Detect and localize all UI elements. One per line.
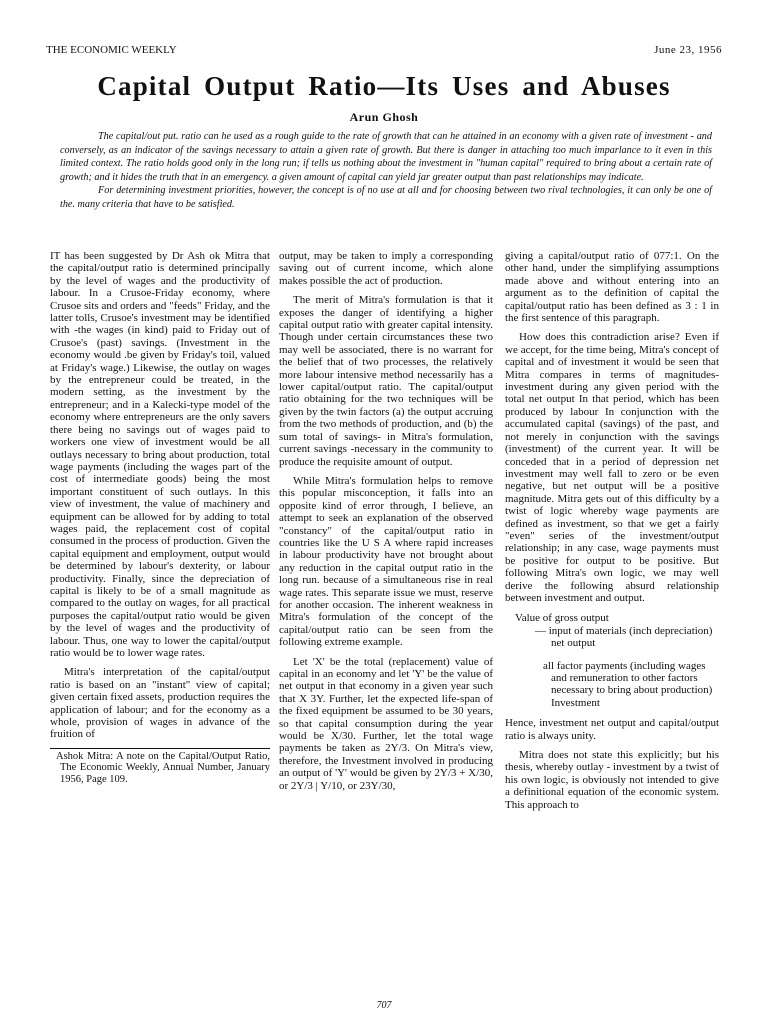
derivation-line: all factor payments (including wages and remuneration to other factors necessary to bring about production) [543,659,713,697]
body-paragraph: Let 'X' be the total (replacement) value of capital in an economy and let 'Y' be the value of net output in that economy in a given year such that X 3Y. Further, let the expected life-span of the fixed equipment be assumed to be 30 years, so that capital consumption during the year would be X/30. Further, let the total wage payments be taken as 2Y/3. On Mitra's view, therefore, the Investment involved in producing an output of 'Y' would be given by 2Y/3 + X/30, or 2Y/3 | Y/10, or 23Y/30, [279,655,493,792]
text-column-2 [279,250,493,799]
running-header [46,40,722,58]
abstract-paragraph: For determining investment priorities, however, the concept is of no use at all and for choosing between two rival technologies, it can only be one of the. many criteria that have to be satisfied. [60,185,712,210]
body-paragraph: The merit of Mitra's formulation is that it exposes the danger of identifying a higher capital output ratio with greater capital intensity. Though under certain circumstances these two may well be associated, there is no warrant for the belief that of two processes, the relatively more labour intensive method necessarily has a lower capital/output ratio. The capital/output ratio obtaining for the two techniques will be given by the twin factors (a) the output accruing from the two methods of production, and (b) the sum total of savings- in Mitra's formulation, current savings -necessary in the community to produce the requisite amount of output. [279,294,493,468]
article-abstract [60,130,712,212]
footnote-divider [50,748,270,749]
body-paragraph: output, may be taken to imply a corresponding saving out of current income, which alone makes possible the act of production. [279,250,493,287]
derivation-line: Investment [551,696,600,709]
derivation-line: Value of gross output [515,612,609,625]
body-paragraph: IT has been suggested by Dr Ash ok Mitra that the capital/output ratio is determined principally by the level of wages and the productivity of labour. In a Crusoe-Friday economy, where Crusoe sits and orders and "feeds" Friday, and the latter tolls, Crusoe's investment may be identified with -the wages (in kind) paid to Friday out of Crusoe's (past) savings. (Investment in the economy would .be given by Friday's toil, valued at Friday's wage.) Likewise, the outlay on wages by the entrepreneur could be treated, in the modern setting, as the investment by the entrepreneur; and in a Kalecki-type model of the economy where entrepreneurs are the only savers there being no savings out of wages paid to workers one view of investment would be all outlays necessary to bring about production, total wage payments (including the wages part of the cost of intermediate goods) being the most important constituent of such outlays. In this view of investment, the value of machinery and equipment can be allowed for by adding to total wages paid, the replacement cost of copital consumed in the process of production. Given the capital equipment and employment, output would be determined by labour's dexterity, or labour productivity. Finally, since the depreciation of capital is likely to be of a small magnitude as compared to the outlay on wages, for all practical purposes the capital/output ratio would be given by the level of wages and the productivity of labour. Thus, one way to lower the capital/output ratio would be to lower wage rates. [50,250,270,659]
body-paragraph: giving a capital/output ratio of 077:1. On the other hand, under the simplifying assumptions made above and without entering into an argument as to the definition of capital the capital/output ratio has been defined as 3 : 1 in the first sentence of this paragraph. [505,250,719,325]
abstract-paragraph: The capital/out put. ratio can he used as a rough guide to the rate of growth that can he attained in an economy with a given rate of investment - and conversely, as an indicator of the savings necessary to attain a given rate of growth. But there is danger in attaching too much imparlance to it even in this limited context. The ratio holds good only in the long run; if tells us nothing about the investment in "human capital" required to bring about a certain rate of growth; and it hides the truth that in an emergency. a given amount of capital can yield jar greater output than past relationships may indicate. [60,131,712,183]
footnote: Ashok Mitra: A note on the Capital/Output Ratio, The Economic Weekly, Annual Number, January 1956, Page 109. [56,750,270,786]
text-column-3 [505,250,719,818]
body-paragraph: Mitra does not state this explicitly; but his thesis, whereby outlay - investment by a twist of his own logic, is obviously not intended to give a definitional equation of the economic system. This approach to [505,749,719,811]
text-column-1 [50,250,270,786]
body-paragraph: Mitra's interpretation of the capital/output ratio is based on an "instant" view of capital; given certain fixed assets, production requires the application of labour; and for the economy as a whole, provision of wages in advance of the fruition of [50,666,270,741]
article-author: Arun Ghosh [349,110,419,124]
derivation-line: — input of materials (inch depreciation) [535,624,713,637]
article-title: Capital Output Ratio—Its Uses and Abuses [97,71,671,101]
journal-name: THE ECONOMIC WEEKLY [46,44,177,56]
body-paragraph: While Mitra's formulation helps to remove this popular misconception, it falls into an opposite kind of error through, I believe, an attempt to seek an explanation of the observed "constancy" of the capital/output ratio in countries like the U S A where rapid increases in labour productivity have not brought about any reduction in the capital output ratio in the long run. because of a simultaneous rise in real wage rates. This separate issue we must, reserve for another occasion. The inherent weakness in Mitra's formulation of the concept of the capital/output ratio can be seen from the following extreme example. [279,474,493,649]
derivation-line: net output [551,637,596,650]
relationship-derivation [515,612,719,709]
body-paragraph: How does this contradiction arise? Even if we accept, for the time being, Mitra's concept of capital and of investment it would be seen that Mitra compares in terms of magnitudes-investment during any given period with the total net output In that period, which has been produced by labour In conjunction with the accumulated capital (savings) of the past, and not merely in conjunction with the savings (investment) of the current year. It will be conceded that in a period of depression net investment may well fall to zero or be even negative, but net output will be a positive magnitude. Mitra gets out of this difficulty by a twist of logic whereby wage payments are defined as investment, so that we get a fairly "even" series of the investment/output relationship; in any case, wage payments must be positive for output to be positive. But following Mitra's own logic, we may well derive the following absurd relationship between investment and output. [505,331,719,604]
body-paragraph: Hence, investment net output and capital/output ratio is always unity. [505,717,719,742]
page-number: 707 [376,1000,392,1011]
issue-date: June 23, 1956 [654,44,722,56]
